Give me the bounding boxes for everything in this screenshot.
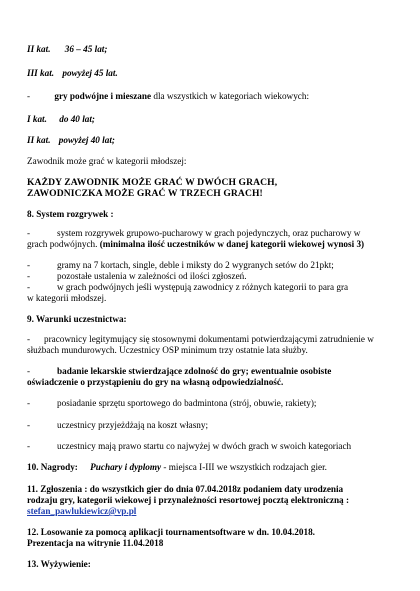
section-10-line — [27, 462, 327, 473]
category-label: III kat. — [27, 68, 55, 78]
category-label: II kat. — [27, 44, 51, 54]
section-11-line-2: rodzaju gry, kategorii wiekowej i przynależności resortowej pocztą elektroniczną : — [27, 495, 350, 505]
awards-text: Puchary i dyplomy — [90, 462, 162, 472]
bullet-dash: - — [27, 420, 31, 430]
section-12-line-2: Prezentacja na witrynie 11.04.2018 — [27, 538, 164, 548]
section-10-heading: 10. Nagrody: — [27, 462, 78, 472]
s9-para-1-line-1: pracownicy legitymujący się stosownymi dokumentami potwierdzającymi zatrudnienie w — [44, 334, 374, 344]
section-8-heading: 8. System rozgrywek : — [27, 209, 114, 219]
s9-para-2-line-1: badanie lekarskie stwierdzające zdolność do gry; ewentualnie osobiste — [57, 366, 332, 376]
s8-item-1-line-2 — [27, 239, 364, 250]
category-range: powyżej 40 lat; — [58, 135, 115, 145]
s9-para-3: posiadanie sprzętu sportowego do badmintona (strój, obuwie, rakiety); — [57, 398, 317, 408]
s9-para-2-line-2: oświadczenie o przystąpieniu do gry na własną odpowiedzialność. — [27, 377, 284, 387]
bullet-dash: - — [27, 260, 31, 270]
s9-para-1-line-2: służbach mundurowych. Uczestnicy OSP minimum trzy ostatnie lata służby. — [27, 345, 308, 355]
category-ii-line-2 — [27, 135, 115, 146]
category-i-line — [27, 114, 95, 125]
s8-item-2: gramy na 7 kortach, single, deble i miksty do 2 wygranych setów do 21pkt; — [57, 260, 334, 270]
category-label: II kat. — [27, 135, 51, 145]
awards-rest-text: - miejsca I-III we wszystkich rodzajach gier. — [161, 462, 327, 472]
bullet-dash: - — [27, 334, 31, 344]
doubles-bold-text: gry podwójne i mieszane — [54, 91, 152, 101]
category-iii-line — [27, 68, 118, 79]
category-ii-line-1 — [27, 44, 107, 55]
doubles-rest-text: dla wszystkich w kategoriach wiekowych: — [151, 91, 310, 101]
category-range: 36 – 45 lat; — [64, 44, 108, 54]
doubles-line — [27, 91, 309, 102]
s8-item-4-line-2: w kategorii młodszej. — [27, 293, 107, 303]
s8-item-1-line-2a: grach podwójnych. — [27, 239, 100, 249]
s9-para-4: uczestnicy przyjeżdżają na koszt własny; — [57, 420, 209, 430]
bullet-dash: - — [27, 441, 31, 451]
section-12-line-1: 12. Losowanie za pomocą aplikacji tournamentsoftware w dn. 10.04.2018. — [27, 527, 315, 537]
bullet-dash: - — [27, 366, 31, 376]
category-range: powyżej 45 lat. — [62, 68, 118, 78]
caps-notice-line-2: ZAWODNICZKA MOŻE GRAĆ W TRZECH GRACH! — [27, 188, 263, 199]
email-link[interactable]: stefan_pawlukiewicz@vp.pl — [27, 506, 137, 516]
s8-item-3: pozostałe ustalenia w zależności od ilości zgłoszeń. — [57, 271, 247, 281]
section-11-line-1: 11. Zgłoszenia : do wszystkich gier do dnia 07.04.2018z podaniem daty urodzenia — [27, 484, 344, 494]
s8-item-4-line-1: w grach podwójnych jeśli występują zawodnicy z różnych kategorii to para gra — [57, 282, 349, 292]
bullet-dash: - — [27, 228, 31, 238]
s8-item-1-line-1: system rozgrywek grupowo-pucharowy w grach pojedynczych, oraz pucharowy w — [57, 228, 361, 238]
s8-item-1-line-2b: (minimalna ilość uczestników w danej kategorii wiekowej wynosi 3) — [99, 239, 365, 249]
category-label: I kat. — [27, 114, 47, 124]
section-13-heading: 13. Wyżywienie: — [27, 559, 91, 569]
s9-para-5: uczestnicy mają prawo startu co najwyżej w dwóch grach w swoich kategoriach — [57, 441, 352, 451]
category-range: do 40 lat; — [59, 114, 95, 124]
section-9-heading: 9. Warunki uczestnictwa: — [27, 314, 127, 324]
bullet-dash: - — [27, 282, 31, 292]
caps-notice-line-1: KAŻDY ZAWODNIK MOŻE GRAĆ W DWÓCH GRACH, — [27, 177, 278, 188]
bullet-dash: - — [27, 91, 31, 101]
younger-category-note: Zawodnik może grać w kategorii młodszej: — [27, 156, 187, 166]
bullet-dash: - — [27, 398, 31, 408]
bullet-dash: - — [27, 271, 31, 281]
